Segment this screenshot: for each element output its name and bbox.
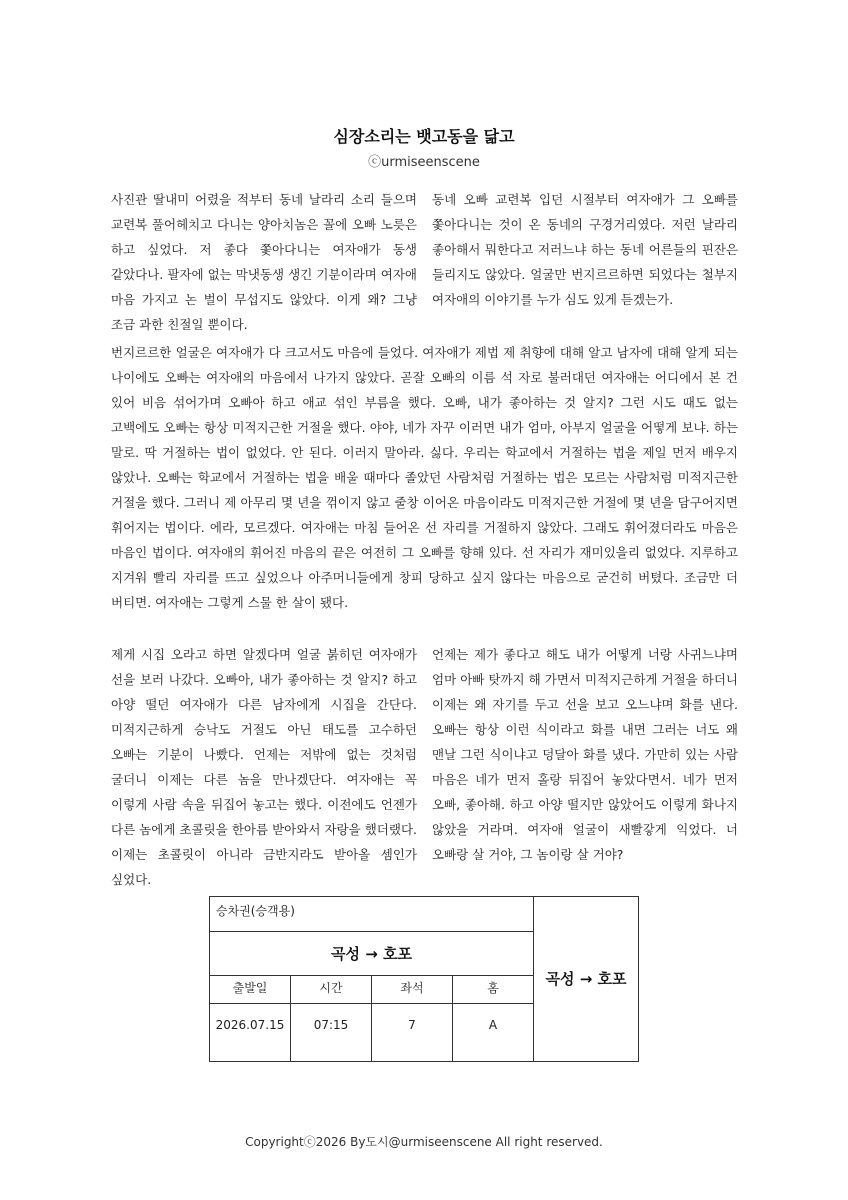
ticket-main-section	[210, 897, 534, 1061]
paragraph-intro-left: 사진관 딸내미 어렸을 적부터 동네 날라리 소리 들으며 교련복 풀어헤치고 다니는 양아치놈은 꼴에 오빠 노릇은 하고 싶었다. 저 좋다 쫓아다니는 여자애가 동생 같았다나. 팔자에 없는 막냇동생 생긴 기분이라며 여자애 마음 가지고 논 벌이 무섭지도 않았다. 이게 왜? 그냥 조금 과한 친절일 뿐이다.	[111, 192, 417, 332]
ticket-stub-route: 곡성 → 호포	[545, 970, 627, 988]
paragraph-main: 번지르르한 얼굴은 여자애가 다 크고서도 마음에 들었다. 여자애가 제법 제 취향에 대해 알고 남자에 대해 알게 되는 나이에도 오빠는 여자애의 마음에서 나가지 않았다. 곧잘 오빠의 이름 석 자로 불러대던 여자애는 어디에서 본 건 있어 비음 섞어가며 오빠아 하고 애교 섞인 부름을 했다. 오빠, 내가 좋아하는 것 알지? 그런 시도 때도 없는 고백에도 오빠는 항상 미적지근한 거절을 했다. 야야, 네가 자꾸 이러면 내가 엄마, 아부지 얼굴을 어떻게 보냐. 하는 말로. 딱 거절하는 법이 없었다. 안 된다. 이러지 말아라. 싫다. 우리는 학교에서 거절하는 법을 제일 먼저 배우지 않았나. 오빠는 학교에서 거절하는 법을 배울 때마다 졸았던 사람처럼 거절하는 법은 모르는 사람처럼 미적지근한 거절을 했다. 그러니 제 아무리 몇 년을 꺾이지 않고 줄창 이어온 마음이라도 미적지근한 거절에 몇 년을 담구어지면 휘어지는 법이다. 에라, 모르겠다. 여자애는 마침 들어온 선 자리를 거절하지 않았다. 그래도 휘어졌더라도 마음은 마음인 법이다. 여자애의 휘어진 마음의 끝은 여전히 그 오빠를 향해 있다. 선 자리가 재미있을리 없었다. 지루하고 지겨워 빨리 자리를 뜨고 싶었으나 아주머니들에게 창피 당하고 싶지 않다는 마음으로 굳건히 버텼다. 조금만 더 버티면. 여자애는 그렇게 스물 한 살이 됐다.	[111, 345, 738, 610]
author-credit: ⓒurmiseenscene	[368, 155, 480, 170]
paragraph-intro-right: 동네 오빠 교련복 입던 시절부터 여자애가 그 오빠를 쫓아다니는 것이 온 동네의 구경거리였다. 저런 날라리 좋아해서 뭐한다고 저러느냐 하는 동네 어른들의 핀잔은 들리지도 않았다. 얼굴만 번지르르하면 되었다는 철부지 여자애의 이야기를 누가 심도 있게 듣겠는가.	[432, 192, 738, 307]
ticket-val-seat: 7	[372, 1004, 453, 1061]
paragraph-lower-right: 언제는 제가 좋다고 해도 내가 어떻게 너랑 사귀느냐며 엄마 아빠 탓까지 해 가면서 미적지근하게 거절을 하더니 이제는 왜 자기를 두고 선을 보고 오느냐며 화를 낸다. 오빠는 항상 이런 식이라고 화를 내면 그러는 너도 왜 맨날 그런 식이냐고 덩달아 화를 냈다. 가만히 있는 사람 마음은 네가 먼저 홀랑 뒤집어 놓았다면서. 네가 먼저 오빠, 좋아해. 하고 아양 떨지만 않았어도 이렇게 화나지 않았을 거라며. 여자애 얼굴이 새빨갛게 익었다. 너 오빠랑 살 거야, 그 놈이랑 살 거야?	[432, 647, 738, 862]
ticket-col-seat: 좌석	[372, 976, 453, 1003]
ticket-val-time: 07:15	[291, 1004, 372, 1061]
ticket-col-time: 시간	[291, 976, 372, 1003]
ticket-col-platform: 홈	[487, 981, 499, 995]
ticket-values-row	[210, 1004, 533, 1061]
copyright-footer: Copyrightⓒ2026 By도시@urmiseenscene All right reserved.	[245, 1135, 603, 1149]
story-title: 심장소리는 뱃고동을 닮고	[333, 127, 515, 146]
train-ticket	[209, 896, 639, 1062]
ticket-route: 곡성 → 호포	[210, 932, 533, 976]
ticket-val-date: 2026.07.15	[210, 1004, 291, 1061]
ticket-column-headers	[210, 976, 533, 1004]
paragraph-lower-left: 제게 시집 오라고 하면 알겠다며 얼굴 붉히던 여자애가 선을 보러 나갔다. 오빠아, 내가 좋아하는 것 알지? 하고 아양 떨던 여자애가 다른 남자에게 시집을 간단다. 미적지근하게 승낙도 거절도 아닌 태도를 고수하던 오빠는 기분이 나빴다. 언제는 저밖에 없는 것처럼 굴더니 이제는 다른 놈을 만나겠단다. 여자애는 꼭 이렇게 사람 속을 뒤집어 놓고는 했다. 이전에도 언젠가 다른 놈에게 초콜릿을 한아름 받아와서 자랑을 했더랬다. 이제는 초콜릿이 아니라 금반지라도 받아올 셈인가 싶었다.	[111, 647, 417, 887]
ticket-col-date: 출발일	[210, 976, 291, 1003]
ticket-header: 승차권(승객용)	[210, 897, 533, 932]
ticket-val-platform: A	[488, 1018, 498, 1032]
